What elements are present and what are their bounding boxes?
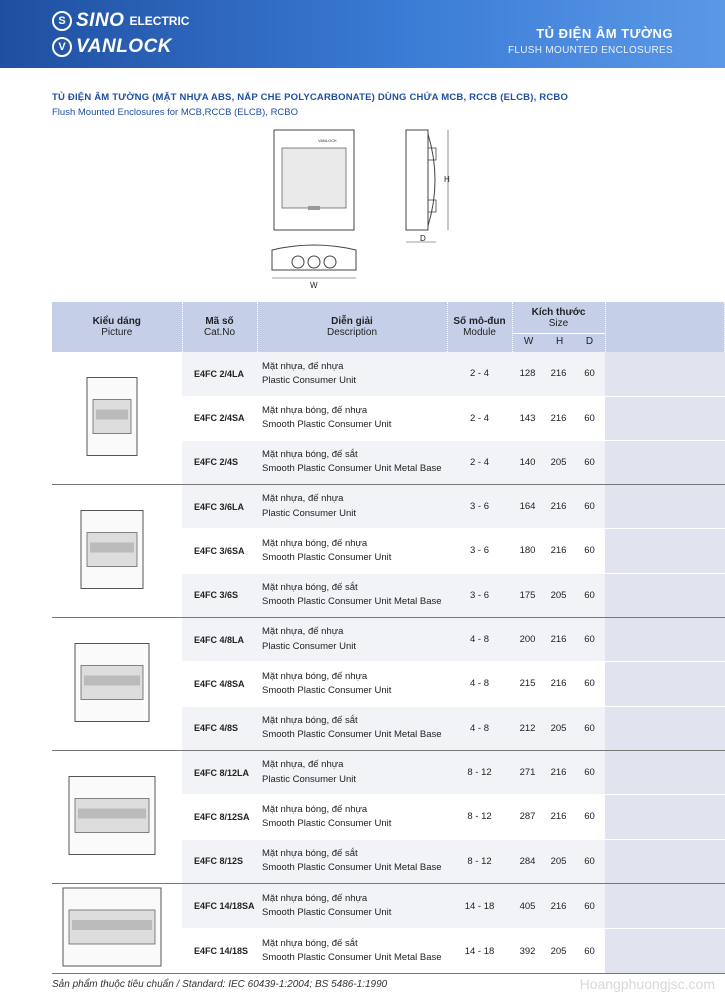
row-tail	[605, 529, 725, 573]
module: 8 - 12	[447, 751, 512, 795]
row-tail	[605, 485, 725, 529]
cat-no: E4FC 3/6SA	[182, 529, 257, 573]
row-tail	[605, 440, 725, 484]
side-view	[406, 130, 450, 243]
size-h: 205	[543, 440, 574, 484]
sino-logo-icon: S	[52, 11, 72, 31]
size-h: 216	[543, 751, 574, 795]
bottom-view	[272, 245, 356, 290]
col-w-header: W	[523, 336, 534, 347]
cat-no: E4FC 4/8LA	[182, 618, 257, 662]
row-tail	[605, 706, 725, 750]
desc-en: Smooth Plastic Consumer Unit Metal Base	[262, 862, 442, 874]
product-picture	[52, 618, 182, 751]
desc-en: Plastic Consumer Unit	[262, 507, 356, 519]
description	[257, 662, 447, 706]
cat-no: E4FC 14/18S	[182, 929, 257, 974]
cat-no: E4FC 4/8S	[182, 706, 257, 750]
size-w: 212	[512, 706, 543, 750]
module: 3 - 6	[447, 573, 512, 617]
size-d: 60	[574, 618, 605, 662]
sino-brand: SINO	[76, 10, 125, 31]
row-tail	[605, 884, 725, 929]
module: 4 - 8	[447, 662, 512, 706]
desc-vn: Mặt nhựa bóng, đế sắt	[262, 449, 358, 461]
size-d: 60	[574, 662, 605, 706]
table-row	[52, 884, 725, 929]
watermark: Hoangphuongjsc.com	[579, 976, 715, 992]
desc-vn: Mặt nhựa bóng, đế nhựa	[262, 892, 368, 904]
cat-no: E4FC 2/4S	[182, 440, 257, 484]
sino-brand-suffix: ELECTRIC	[129, 14, 190, 28]
desc-en: Smooth Plastic Consumer Unit	[262, 907, 392, 918]
size-w: 143	[512, 396, 543, 440]
row-tail	[605, 352, 725, 396]
module: 2 - 4	[447, 352, 512, 396]
size-h: 205	[543, 839, 574, 883]
size-h: 205	[543, 573, 574, 617]
size-d: 60	[574, 352, 605, 396]
size-h: 216	[543, 884, 574, 929]
desc-vn: Mặt nhựa bóng, đế sắt	[262, 937, 358, 949]
size-w: 140	[512, 440, 543, 484]
description	[257, 751, 447, 795]
size-h: 205	[543, 706, 574, 750]
desc-en: Smooth Plastic Consumer Unit	[262, 817, 392, 829]
desc-en: Smooth Plastic Consumer Unit	[262, 419, 392, 431]
cat-no: E4FC 14/18SA	[182, 884, 257, 929]
size-w: 175	[512, 573, 543, 617]
size-h: 216	[543, 529, 574, 573]
row-tail	[605, 839, 725, 883]
section-title-en: Flush Mounted Enclosures for MCB,RCCB (ELCB), RCBO	[52, 107, 299, 118]
size-h: 205	[543, 929, 574, 974]
cat-no: E4FC 8/12LA	[182, 751, 257, 795]
size-h: 216	[543, 485, 574, 529]
size-w: 405	[512, 884, 543, 929]
cat-no: E4FC 3/6LA	[182, 485, 257, 529]
description	[257, 618, 447, 662]
table-row	[52, 618, 725, 662]
size-d: 60	[574, 440, 605, 484]
size-d: 60	[574, 795, 605, 839]
desc-en: Smooth Plastic Consumer Unit Metal Base	[262, 463, 442, 475]
description	[257, 485, 447, 529]
desc-vn: Mặt nhựa, đế nhựa	[262, 759, 344, 771]
size-d: 60	[574, 751, 605, 795]
vanlock-brand: VANLOCK	[76, 36, 173, 57]
row-tail	[605, 662, 725, 706]
cat-no: E4FC 2/4LA	[182, 352, 257, 396]
module: 2 - 4	[447, 440, 512, 484]
label-h: H	[444, 175, 450, 184]
product-picture	[52, 751, 182, 884]
size-d: 60	[574, 485, 605, 529]
product-table	[52, 302, 725, 974]
size-w: 287	[512, 795, 543, 839]
desc-en: Smooth Plastic Consumer Unit Metal Base	[262, 596, 442, 608]
description	[257, 884, 447, 929]
size-w: 164	[512, 485, 543, 529]
col-picture-header: Kiểu dáng Picture	[52, 302, 182, 352]
row-tail	[605, 618, 725, 662]
description	[257, 529, 447, 573]
col-d-header: D	[585, 336, 594, 347]
vanlock-logo	[52, 36, 172, 58]
cat-no: E4FC 8/12S	[182, 839, 257, 883]
size-h: 216	[543, 662, 574, 706]
desc-en: Plastic Consumer Unit	[262, 640, 356, 652]
size-w: 271	[512, 751, 543, 795]
section-title-vn: TỦ ĐIỆN ÂM TƯỜNG (MẶT NHỰA ABS, NẮP CHE POLYCARBONATE) DÙNG CHỨA MCB, RCCB (ELCB), RCBO	[52, 92, 569, 103]
label-w: W	[310, 281, 318, 290]
col-size-header: Kích thước Size W H D	[512, 302, 605, 352]
desc-vn: Mặt nhựa, đế nhựa	[262, 626, 344, 638]
desc-vn: Mặt nhựa, đế nhựa	[262, 493, 344, 505]
module: 8 - 12	[447, 795, 512, 839]
size-w: 215	[512, 662, 543, 706]
size-d: 60	[574, 396, 605, 440]
label-d: D	[420, 234, 426, 243]
module: 8 - 12	[447, 839, 512, 883]
page-header	[0, 0, 725, 68]
row-tail	[605, 795, 725, 839]
size-w: 284	[512, 839, 543, 883]
desc-vn: Mặt nhựa bóng, đế sắt	[262, 582, 358, 594]
row-tail	[605, 929, 725, 974]
size-d: 60	[574, 839, 605, 883]
size-w: 392	[512, 929, 543, 974]
cat-no: E4FC 4/8SA	[182, 662, 257, 706]
col-module-header: Số mô-đun Module	[447, 302, 512, 352]
desc-vn: Mặt nhựa, đế nhựa	[262, 360, 344, 372]
col-h-header: H	[555, 336, 564, 347]
table-row	[52, 352, 725, 396]
description	[257, 706, 447, 750]
desc-en: Plastic Consumer Unit	[262, 374, 356, 386]
size-h: 216	[543, 352, 574, 396]
size-d: 60	[574, 706, 605, 750]
module: 14 - 18	[447, 929, 512, 974]
description	[257, 795, 447, 839]
page-subtitle: FLUSH MOUNTED ENCLOSURES	[508, 45, 673, 56]
desc-en: Plastic Consumer Unit	[262, 773, 356, 785]
cat-no: E4FC 8/12SA	[182, 795, 257, 839]
description	[257, 929, 447, 974]
module: 4 - 8	[447, 618, 512, 662]
col-cat-header: Mã số Cat.No	[182, 302, 257, 352]
description	[257, 396, 447, 440]
size-h: 216	[543, 795, 574, 839]
col-tail-header	[605, 302, 725, 352]
sino-logo	[52, 10, 189, 32]
standard-footer: Sản phẩm thuộc tiêu chuẩn / Standard: IEC 60439-1:2004; BS 5486-1:1990	[52, 979, 388, 990]
desc-en: Smooth Plastic Consumer Unit	[262, 551, 392, 563]
module: 2 - 4	[447, 396, 512, 440]
desc-vn: Mặt nhựa bóng, đế nhựa	[262, 404, 368, 416]
col-desc-header: Diễn giải Description	[257, 302, 447, 352]
module: 3 - 6	[447, 529, 512, 573]
desc-vn: Mặt nhựa bóng, đế sắt	[262, 848, 358, 860]
row-tail	[605, 751, 725, 795]
desc-en: Smooth Plastic Consumer Unit	[262, 684, 392, 696]
row-tail	[605, 396, 725, 440]
product-picture	[52, 352, 182, 485]
product-picture	[52, 485, 182, 618]
module: 4 - 8	[447, 706, 512, 750]
product-picture	[52, 884, 182, 974]
description	[257, 440, 447, 484]
size-d: 60	[574, 884, 605, 929]
size-h: 216	[543, 618, 574, 662]
vanlock-logo-icon: V	[52, 37, 72, 57]
front-view	[274, 130, 354, 230]
enclosure-diagram	[260, 120, 480, 295]
cat-no: E4FC 3/6S	[182, 573, 257, 617]
desc-vn: Mặt nhựa bóng, đế nhựa	[262, 670, 368, 682]
desc-en: Smooth Plastic Consumer Unit Metal Base	[262, 729, 442, 741]
description	[257, 352, 447, 396]
size-d: 60	[574, 529, 605, 573]
size-w: 180	[512, 529, 543, 573]
desc-en: Smooth Plastic Consumer Unit Metal Base	[262, 952, 442, 963]
cat-no: E4FC 2/4SA	[182, 396, 257, 440]
page-title: TỦ ĐIỆN ÂM TƯỜNG	[536, 26, 673, 41]
row-tail	[605, 573, 725, 617]
size-h: 216	[543, 396, 574, 440]
desc-vn: Mặt nhựa bóng, đế sắt	[262, 715, 358, 727]
module: 3 - 6	[447, 485, 512, 529]
size-w: 128	[512, 352, 543, 396]
module: 14 - 18	[447, 884, 512, 929]
table-row	[52, 751, 725, 795]
desc-vn: Mặt nhựa bóng, đế nhựa	[262, 803, 368, 815]
desc-vn: Mặt nhựa bóng, đế nhựa	[262, 537, 368, 549]
size-d: 60	[574, 573, 605, 617]
table-header-row	[52, 302, 725, 352]
table-row	[52, 485, 725, 529]
diagram-brand: VANLOCK	[318, 138, 337, 143]
size-d: 60	[574, 929, 605, 974]
size-w: 200	[512, 618, 543, 662]
description	[257, 573, 447, 617]
description	[257, 839, 447, 883]
